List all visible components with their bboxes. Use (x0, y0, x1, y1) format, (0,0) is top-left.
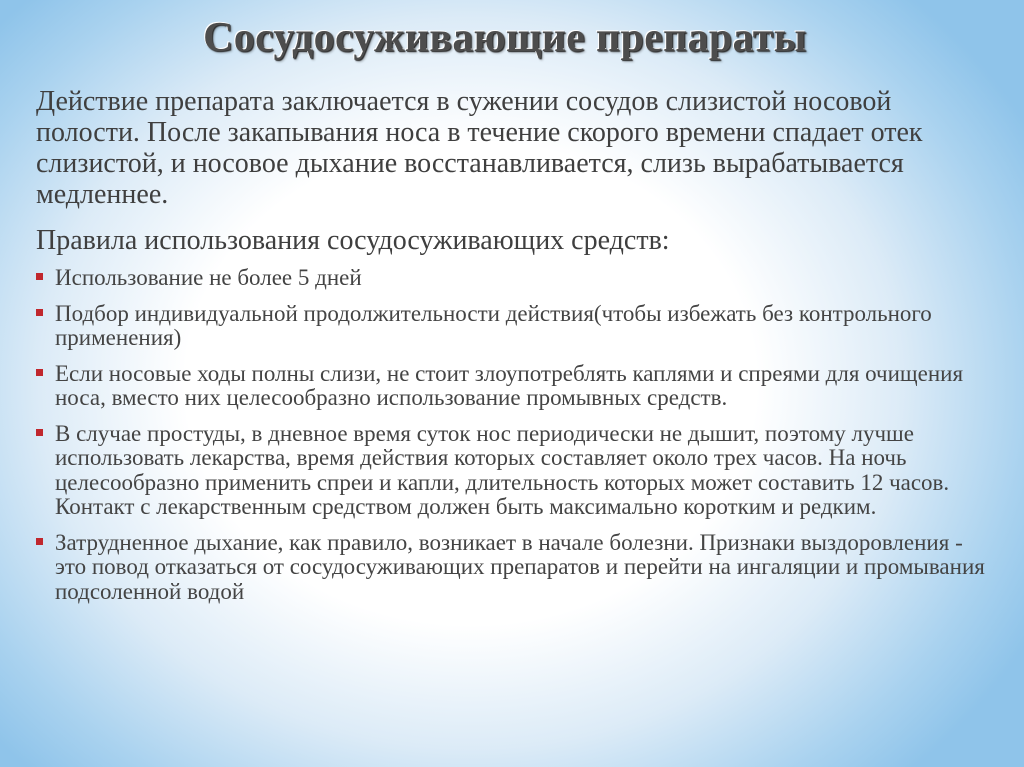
list-item (36, 302, 996, 351)
list-item (36, 266, 996, 291)
square-bullet-icon (36, 429, 43, 436)
list-item (36, 422, 996, 520)
square-bullet-icon (36, 538, 43, 545)
rules-heading: Правила использования сосудосуживающих средств: (36, 225, 670, 256)
square-bullet-icon (36, 309, 43, 316)
list-item-text: Если носовые ходы полны слизи, не стоит злоупотреблять каплями и спреями для очищения носа, вместо них целесообразно использование промывных средств. (55, 360, 964, 410)
square-bullet-icon (36, 369, 43, 376)
intro-paragraph: Действие препарата заключается в сужении сосудов слизистой носовой полости. После закапывания носа в течение скорого времени спадает отек слизистой, и носовое дыхание восстанавливается, слизь вырабатывается медленнее. (36, 86, 923, 210)
list-item-text: Подбор индивидуальной продолжительности действия(чтобы избежать без контрольного применения) (55, 300, 932, 350)
list-item-text: Использование не более 5 дней (55, 265, 362, 290)
rules-list (36, 266, 996, 615)
list-item-text: В случае простуды, в дневное время суток нос периодически не дышит, поэтому лучше использовать лекарства, время действия которых составляет около трех часов. На ночь целесообразно применить спреи и капли, длительность которых может составить 12 часов. Контакт с лекарственным средством должен быть максимально коротким и редким. (55, 420, 950, 519)
list-item (36, 531, 996, 605)
list-item-text: Затрудненное дыхание, как правило, возникает в начале болезни. Признаки выздоровления - это повод отказаться от сосудосуживающих препаратов и перейти на ингаляции и промывания подсоленной водой (55, 529, 985, 604)
square-bullet-icon (36, 273, 43, 280)
list-item (36, 362, 996, 411)
slide-title: Сосудосуживающие препараты (203, 15, 807, 61)
